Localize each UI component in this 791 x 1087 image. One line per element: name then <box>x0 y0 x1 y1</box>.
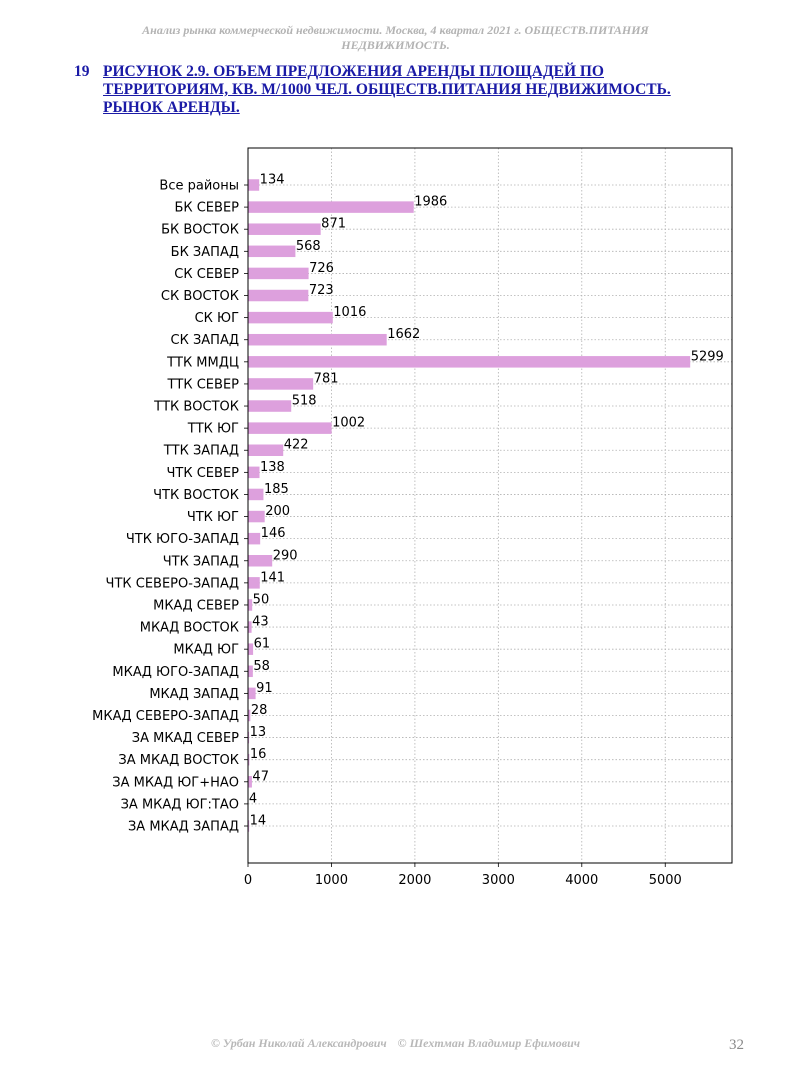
bar <box>248 268 309 280</box>
value-label: 568 <box>295 238 321 254</box>
bar <box>248 621 252 633</box>
category-label: СК СЕВЕР <box>174 266 239 282</box>
value-label: 200 <box>265 504 291 520</box>
value-label: 185 <box>263 481 289 497</box>
bar <box>248 223 321 235</box>
bar <box>248 312 333 324</box>
value-label: 726 <box>309 260 334 276</box>
value-label: 871 <box>321 216 347 232</box>
bar <box>248 666 253 678</box>
category-label: ТТК ММДЦ <box>167 355 239 371</box>
bar <box>248 533 260 545</box>
figure-title-line-3: РЫНОК АРЕНДЫ. <box>103 99 240 116</box>
value-label: 141 <box>260 570 286 586</box>
category-label: СК ЮГ <box>194 311 239 327</box>
category-label: СК ЗАПАД <box>170 333 239 349</box>
value-label: 146 <box>260 526 286 542</box>
x-tick-label: 1000 <box>314 873 348 888</box>
value-label: 422 <box>283 437 309 453</box>
bar <box>248 489 263 501</box>
bar <box>248 643 253 655</box>
category-label: ТТК ЮГ <box>187 421 239 437</box>
x-tick-label: 5000 <box>648 873 682 888</box>
bar <box>248 511 265 523</box>
category-label: ЧТК СЕВЕРО-ЗАПАД <box>105 576 239 592</box>
value-label: 28 <box>250 702 268 718</box>
bar <box>248 400 291 412</box>
figure-title-line-2: ТЕРРИТОРИЯМ, КВ. М/1000 ЧЕЛ. ОБЩЕСТВ.ПИТАНИЯ НЕДВИЖИМОСТЬ. <box>103 81 671 98</box>
category-label: ЧТК ЮГ <box>186 510 239 526</box>
category-label: БК ВОСТОК <box>161 222 239 238</box>
value-label: 134 <box>259 172 285 188</box>
category-label: ЗА МКАД СЕВЕР <box>131 731 239 747</box>
bar <box>248 577 260 589</box>
category-label: ЗА МКАД ЗАПАД <box>127 819 239 835</box>
category-label: СК ВОСТОК <box>160 289 239 305</box>
category-label: ТТК ВОСТОК <box>154 399 239 415</box>
category-label: ЗА МКАД ЮГ:ТАО <box>120 797 239 813</box>
category-label: ТТК СЕВЕР <box>167 377 239 393</box>
plot-frame <box>248 148 732 863</box>
value-label: 1002 <box>332 415 366 431</box>
category-label: МКАД СЕВЕР <box>153 598 239 614</box>
bar <box>248 246 295 258</box>
page-number: 32 <box>729 1037 744 1053</box>
category-label: ЧТК ВОСТОК <box>153 487 239 503</box>
x-tick-label: 3000 <box>481 873 515 888</box>
bar <box>248 356 690 368</box>
category-label: БК СЕВЕР <box>174 200 239 216</box>
bar <box>248 334 387 346</box>
category-label: Все районы <box>159 178 239 194</box>
category-label: ЧТК ЗАПАД <box>162 554 239 570</box>
value-label: 16 <box>249 747 267 763</box>
category-label: ЧТК СЕВЕР <box>166 465 239 481</box>
value-label: 58 <box>253 658 270 674</box>
footer-author-1: © Урбан Николай Александрович <box>210 1036 387 1050</box>
value-label: 138 <box>260 459 285 475</box>
value-label: 1662 <box>387 327 421 343</box>
value-label: 61 <box>253 636 271 652</box>
value-label: 723 <box>308 283 334 299</box>
report-header-line-2: НЕДВИЖИМОСТЬ. <box>341 38 450 52</box>
bar <box>248 467 260 479</box>
value-label: 781 <box>313 371 339 387</box>
value-label: 50 <box>252 592 270 608</box>
value-label: 4 <box>248 791 258 807</box>
value-label: 518 <box>291 393 317 409</box>
category-label: ЗА МКАД ВОСТОК <box>118 753 239 769</box>
category-label: ТТК ЗАПАД <box>163 443 239 459</box>
bar <box>248 444 283 456</box>
bar <box>248 555 272 567</box>
category-label: ЗА МКАД ЮГ+НАО <box>112 775 239 791</box>
value-label: 1986 <box>414 194 448 210</box>
category-label: МКАД ЮГО-ЗАПАД <box>112 664 239 680</box>
figure-title-line-1: РИСУНОК 2.9. ОБЪЕМ ПРЕДЛОЖЕНИЯ АРЕНДЫ ПЛОЩАДЕЙ ПО <box>103 63 604 80</box>
x-tick-label: 0 <box>243 873 253 888</box>
category-label: МКАД ВОСТОК <box>139 620 239 636</box>
bar <box>248 688 256 700</box>
report-header-line-1: Анализ рынка коммерческой недвижимости. Москва, 4 квартал 2021 г. ОБЩЕСТВ.ПИТАНИЯ <box>142 23 649 37</box>
value-label: 43 <box>252 614 269 630</box>
bar <box>248 422 332 434</box>
category-label: МКАД ЗАПАД <box>149 686 239 702</box>
category-label: МКАД ЮГ <box>173 642 239 658</box>
value-label: 290 <box>272 548 298 564</box>
category-label: ЧТК ЮГО-ЗАПАД <box>125 532 239 548</box>
page-footer <box>0 1036 791 1051</box>
category-label: МКАД СЕВЕРО-ЗАПАД <box>92 708 239 724</box>
bar <box>248 378 313 390</box>
x-tick-label: 4000 <box>565 873 599 888</box>
value-label: 47 <box>252 769 269 785</box>
footer-author-2: © Шехтман Владимир Ефимович <box>397 1036 581 1050</box>
value-label: 14 <box>249 813 267 829</box>
value-label: 91 <box>256 680 273 696</box>
bar <box>248 179 259 191</box>
bar <box>248 290 308 302</box>
bar <box>248 201 414 213</box>
x-tick-label: 2000 <box>398 873 432 888</box>
category-label: БК ЗАПАД <box>170 244 239 260</box>
bar <box>248 599 252 611</box>
value-label: 13 <box>249 725 267 741</box>
value-label: 1016 <box>333 305 367 321</box>
figure-number: 19 <box>74 63 90 80</box>
bar <box>248 776 252 788</box>
value-label: 5299 <box>690 349 724 365</box>
